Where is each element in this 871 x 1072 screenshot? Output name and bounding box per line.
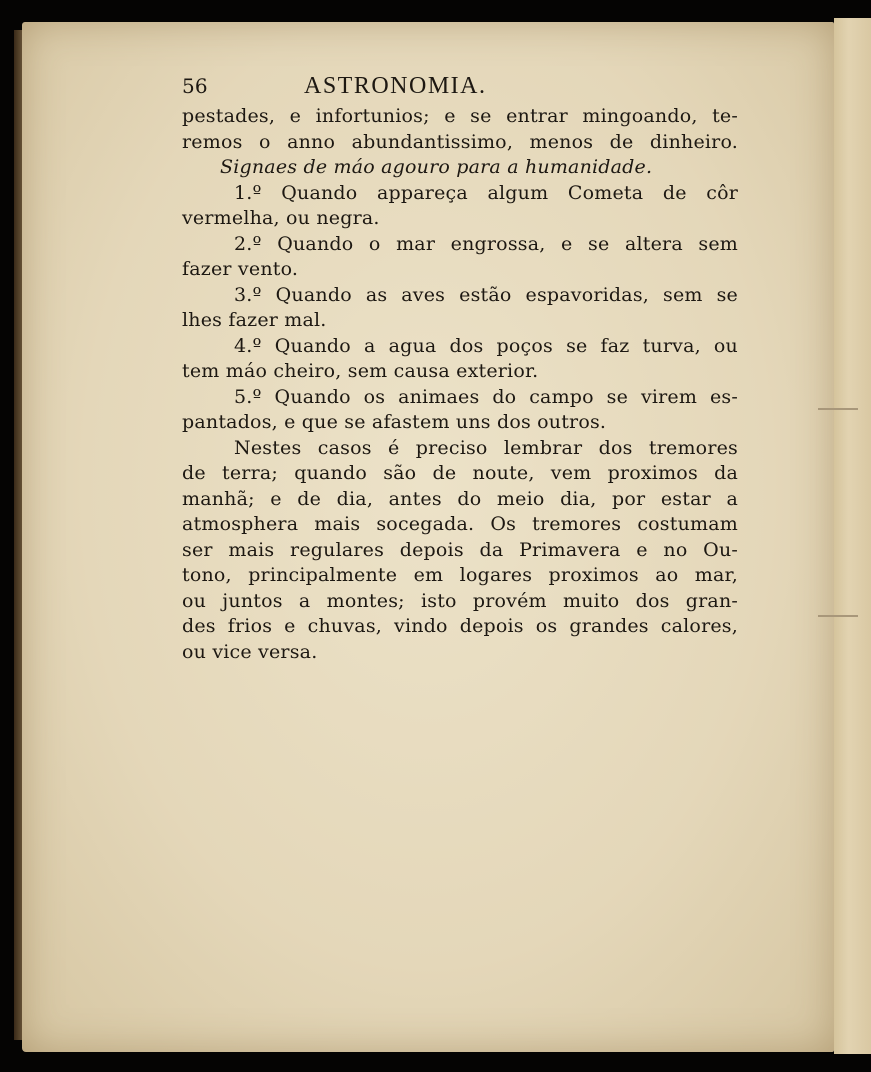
text-line: atmosphera mais socegada. Os tremores costumam	[182, 513, 738, 535]
list-item-1: 1.º Quando appareça algum Cometa de côr	[234, 181, 738, 204]
list-item-3: 3.º Quando as aves estão espavoridas, sem se	[234, 283, 738, 306]
adjacent-page-edge	[834, 18, 871, 1054]
page-edge-mark	[818, 615, 858, 617]
page-text	[182, 74, 738, 665]
list-item-2: 2.º Quando o mar engrossa, e se altera sem	[234, 232, 738, 255]
text-line: tem máo cheiro, sem causa exterior.	[182, 360, 539, 382]
text-line: de terra; quando são de noute, vem proximos da	[182, 462, 738, 484]
text-line: remos o anno abundantissimo, menos de dinheiro.	[182, 130, 738, 153]
text-line: pestades, e infortunios; e se entrar mingoando, te-	[182, 105, 738, 127]
list-item-5: 5.º Quando os animaes do campo se virem es-	[234, 385, 738, 408]
text-line: vermelha, ou negra.	[182, 207, 380, 229]
text-line: pantados, e que se afastem uns dos outros.	[182, 411, 607, 433]
text-line: tono, principalmente em logares proximos ao mar,	[182, 564, 738, 586]
page-header	[182, 74, 738, 102]
text-line: fazer vento.	[182, 258, 299, 280]
text-line: lhes fazer mal.	[182, 309, 327, 331]
text-line: ou juntos a montes; isto provém muito dos gran-	[182, 589, 738, 612]
text-line: des frios e chuvas, vindo depois os grandes calores,	[182, 615, 738, 637]
text-line: ou vice versa.	[182, 640, 318, 663]
text-line: ser mais regulares depois da Primavera e no Ou-	[182, 538, 738, 561]
running-head: ASTRONOMIA.	[304, 73, 487, 99]
list-item-4: 4.º Quando a agua dos poços se faz turva, ou	[234, 334, 738, 357]
text-line: manhã; e de dia, antes do meio dia, por estar a	[182, 487, 738, 510]
page-number: 56	[182, 74, 208, 98]
paragraph-start: Nestes casos é preciso lembrar dos tremores	[234, 436, 738, 459]
page-edge-mark	[818, 408, 858, 410]
section-heading: Signaes de máo agouro para a humanidade.	[220, 156, 653, 178]
